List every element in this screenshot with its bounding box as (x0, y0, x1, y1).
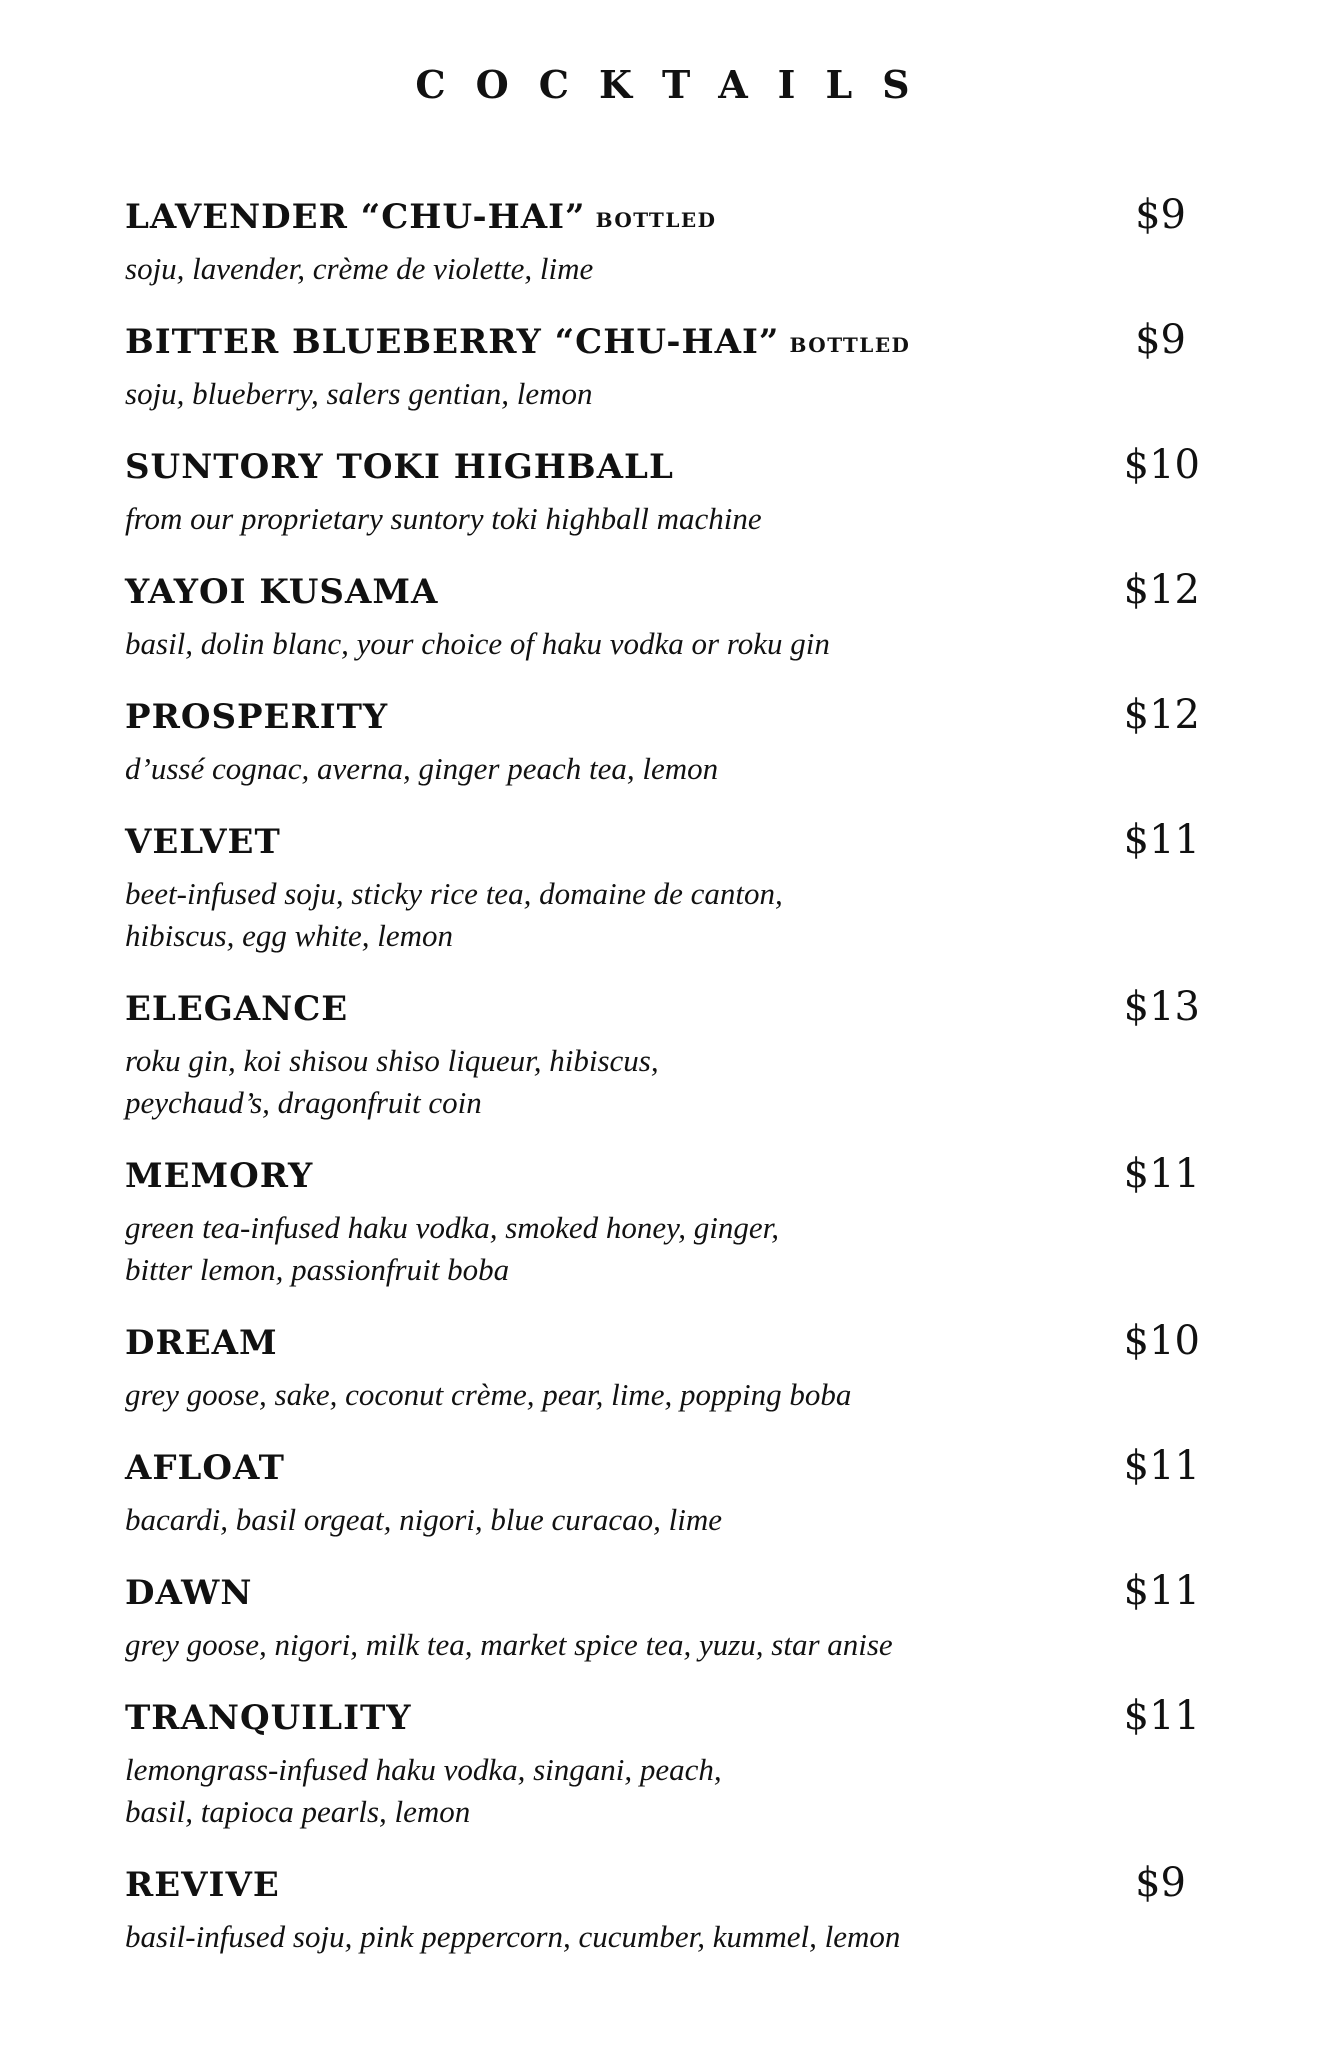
menu-item-header (125, 1568, 1200, 1624)
cocktail-name: AFLOAT (125, 1448, 285, 1488)
menu-item-header (125, 567, 1200, 623)
cocktail-name: DREAM (125, 1323, 278, 1363)
cocktail-price: $12 (1123, 567, 1200, 613)
menu-item-header (125, 1860, 1200, 1916)
cocktail-description: green tea-infused haku vodka, smoked honey, ginger, (125, 1210, 779, 1245)
menu-item (125, 1151, 1200, 1291)
cocktail-price: $11 (1123, 1443, 1200, 1489)
cocktail-name-wrap (125, 447, 674, 487)
cocktail-name-wrap (125, 1573, 252, 1613)
cocktail-description: grey goose, nigori, milk tea, market spice tea, yuzu, star anise (125, 1627, 893, 1662)
cocktail-description: beet-infused soju, sticky rice tea, domaine de canton, (125, 876, 783, 911)
cocktail-name: PROSPERITY (125, 697, 389, 737)
cocktail-name: LAVENDER “CHU-HAI” (125, 197, 586, 237)
cocktail-name-wrap (125, 197, 716, 237)
cocktail-description: from our proprietary suntory toki highball machine (125, 501, 762, 536)
cocktail-price: $9 (1135, 317, 1186, 363)
menu-item-header (125, 442, 1200, 498)
menu-item (125, 1860, 1200, 1958)
cocktail-price: $12 (1123, 692, 1200, 738)
cocktail-name-wrap (125, 822, 281, 862)
cocktail-name: MEMORY (125, 1156, 314, 1196)
menu-item-header (125, 1443, 1200, 1499)
cocktail-description: grey goose, sake, coconut crème, pear, lime, popping boba (125, 1377, 852, 1412)
menu-item (125, 1443, 1200, 1541)
cocktail-name: VELVET (125, 822, 281, 862)
cocktail-description: soju, lavender, crème de violette, lime (125, 251, 594, 286)
cocktail-name-wrap (125, 572, 438, 612)
cocktail-name-wrap (125, 1448, 285, 1488)
menu-item (125, 1568, 1200, 1666)
cocktail-price: $10 (1123, 442, 1200, 488)
cocktail-price: $11 (1123, 1151, 1200, 1197)
cocktail-name-wrap (125, 989, 348, 1029)
menu-item (125, 442, 1200, 540)
cocktail-description: soju, blueberry, salers gentian, lemon (125, 376, 593, 411)
cocktail-name-wrap (125, 1323, 278, 1363)
menu-item-header (125, 984, 1200, 1040)
cocktail-description: bacardi, basil orgeat, nigori, blue curacao, lime (125, 1502, 722, 1537)
menu-title: COCKTAILS (415, 62, 940, 107)
cocktail-price: $11 (1123, 817, 1200, 863)
cocktail-description: d’ussé cognac, averna, ginger peach tea, lemon (125, 751, 719, 786)
cocktail-price: $10 (1123, 1318, 1200, 1364)
menu-item (125, 317, 1200, 415)
cocktail-name-wrap (125, 1156, 313, 1196)
cocktail-name: DAWN (125, 1573, 253, 1613)
cocktail-name: YAYOI KUSAMA (125, 572, 439, 612)
bottled-tag: BOTTLED (595, 208, 717, 232)
cocktail-name-wrap (125, 322, 910, 362)
cocktail-name: REVIVE (125, 1865, 280, 1905)
cocktail-price: $11 (1123, 1693, 1200, 1739)
menu-item-header (125, 817, 1200, 873)
cocktail-description: hibiscus, egg white, lemon (125, 918, 454, 953)
menu-item (125, 984, 1200, 1124)
cocktail-price: $9 (1135, 1860, 1186, 1906)
menu-item-header (125, 1151, 1200, 1207)
cocktail-name: BITTER BLUEBERRY “CHU-HAI” (125, 322, 780, 362)
bottled-tag: BOTTLED (789, 333, 911, 357)
menu-item (125, 192, 1200, 290)
cocktail-name: TRANQUILITY (125, 1698, 412, 1738)
cocktail-description: peychaud’s, dragonfruit coin (125, 1085, 482, 1120)
cocktail-description: roku gin, koi shisou shiso liqueur, hibiscus, (125, 1043, 659, 1078)
cocktail-name-wrap (125, 1698, 412, 1738)
cocktail-description: bitter lemon, passionfruit boba (125, 1252, 510, 1287)
cocktail-price: $9 (1135, 192, 1186, 238)
cocktail-description: basil-infused soju, pink peppercorn, cucumber, kummel, lemon (125, 1919, 901, 1954)
menu-item (125, 817, 1200, 957)
menu-item (125, 1318, 1200, 1416)
cocktail-name: SUNTORY TOKI HIGHBALL (125, 447, 674, 487)
cocktail-description: lemongrass-infused haku vodka, singani, peach, (125, 1752, 722, 1787)
menu-item-header (125, 192, 1200, 248)
menu-item (125, 1693, 1200, 1833)
menu-item (125, 567, 1200, 665)
cocktail-list (125, 192, 1200, 1985)
cocktail-description: basil, tapioca pearls, lemon (125, 1794, 471, 1829)
cocktail-description: basil, dolin blanc, your choice of haku vodka or roku gin (125, 626, 830, 661)
menu-item-header (125, 317, 1200, 373)
cocktail-name: ELEGANCE (125, 989, 349, 1029)
menu-item-header (125, 692, 1200, 748)
cocktail-name-wrap (125, 1865, 280, 1905)
menu-item-header (125, 1318, 1200, 1374)
cocktail-price: $11 (1123, 1568, 1200, 1614)
cocktail-price: $13 (1123, 984, 1200, 1030)
menu-item-header (125, 1693, 1200, 1749)
cocktail-name-wrap (125, 697, 388, 737)
menu-item (125, 692, 1200, 790)
